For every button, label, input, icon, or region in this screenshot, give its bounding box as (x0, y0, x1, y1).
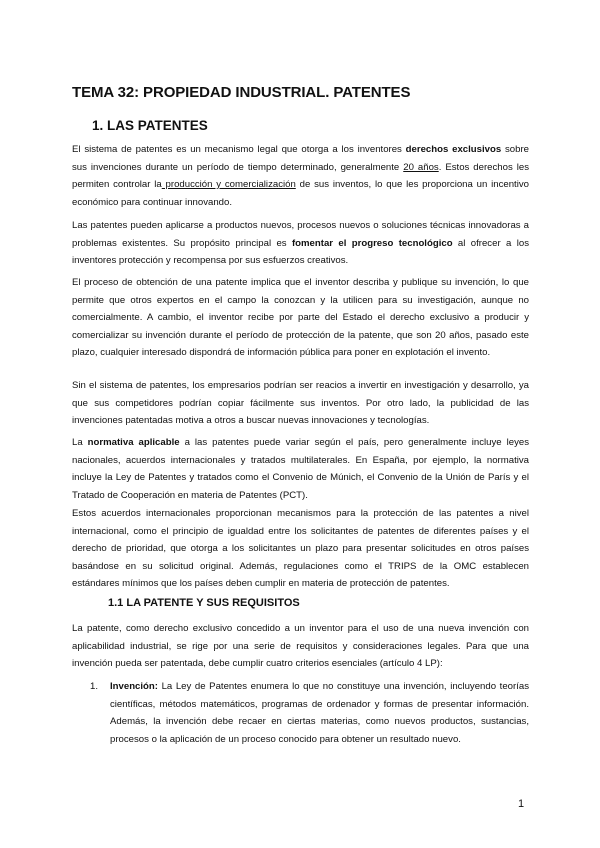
document-title: TEMA 32: PROPIEDAD INDUSTRIAL. PATENTES (72, 84, 411, 101)
page-number: 1 (518, 798, 525, 810)
paragraph-5: La normativa aplicable a las patentes puede variar según el país, pero generalmente incluye leyes nacionales, acuerdos internacionales y tratados multilaterales. En España, por ejemplo, la normativa incluye la Ley de Patentes y tratados como el Convenio de Múnich, el Convenio de la Unión de París y el Tratado de Cooperación en materia de Patentes (PCT). (72, 437, 530, 501)
list-item-number: 1. (90, 681, 99, 692)
paragraph-4: Sin el sistema de patentes, los empresarios podrían ser reacios a invertir en investigación y desarrollo, ya que sus competidores podrían copiar fácilmente sus inventos. Por otro lado, la publicidad de las invenciones patentadas motiva a otros a buscar nuevas innovaciones y tecnologías. (72, 380, 529, 426)
paragraph-2: Las patentes pueden aplicarse a productos nuevos, procesos nuevos o soluciones técnicas innovadoras a problemas existentes. Su propósito principal es fomentar el progreso tecnológico al ofrecer a los inventores protección y recompensa por sus esfuerzos creativos. (72, 220, 529, 266)
paragraph-3: El proceso de obtención de una patente implica que el inventor describa y publique su invención, lo que permite que otros expertos en el campo la conozcan y la utilicen para su investigación, aunque no comercialmente. A cambio, el inventor recibe por parte del Estado el derecho exclusivo a producir y comercializar su invención durante el período de protección de la patente, que son 20 años, pasado este plazo, cualquier interesado dispondrá de información pública para poner en explotación el invento. (72, 277, 529, 358)
list-item-body (110, 678, 529, 748)
paragraph-7: La patente, como derecho exclusivo concedido a un inventor para el uso de una nueva invención con aplicabilidad industrial, se rige por una serie de requisitos y consideraciones legales. Para que una invención pueda ser patentada, debe cumplir cuatro criterios esenciales (artículo 4 LP): (72, 623, 529, 669)
list-item-text: La Ley de Patentes enumera lo que no constituye una invención, incluyendo teorías científicas, métodos matemáticos, programas de ordenador y formas de presentar información. Además, la invención debe recaer en ciertas materias, como nuevos productos, sustancias, procesos o la aplicación de un proceso conocido para obtener un resultado nuevo. (110, 681, 529, 745)
paragraph-6: Estos acuerdos internacionales proporcionan mecanismos para la protección de las patentes a nivel internacional, como el principio de igualdad entre los solicitantes de patentes de diferentes países y el derecho de prioridad, que otorga a los solicitantes un plazo para presentar solicitudes en otros países basándose en su solicitud original. Además, regulaciones como el TRIPS de la OMC establecen estándares mínimos que los países deben cumplir en materia de protección de patentes. (72, 508, 529, 589)
subsection-heading-requisitos: 1.1 LA PATENTE Y SUS REQUISITOS (108, 597, 300, 609)
section-heading-patentes: 1. LAS PATENTES (92, 118, 208, 133)
list-item-label: Invención: (110, 681, 158, 692)
paragraph-1: El sistema de patentes es un mecanismo legal que otorga a los inventores derechos exclusivos sobre sus invenciones durante un período de tiempo determinado, generalmente 20 años. Estos derechos les permiten controlar la producción y comercialización de sus inventos, lo que les proporciona un incentivo económico para continuar innovando. (72, 144, 530, 208)
